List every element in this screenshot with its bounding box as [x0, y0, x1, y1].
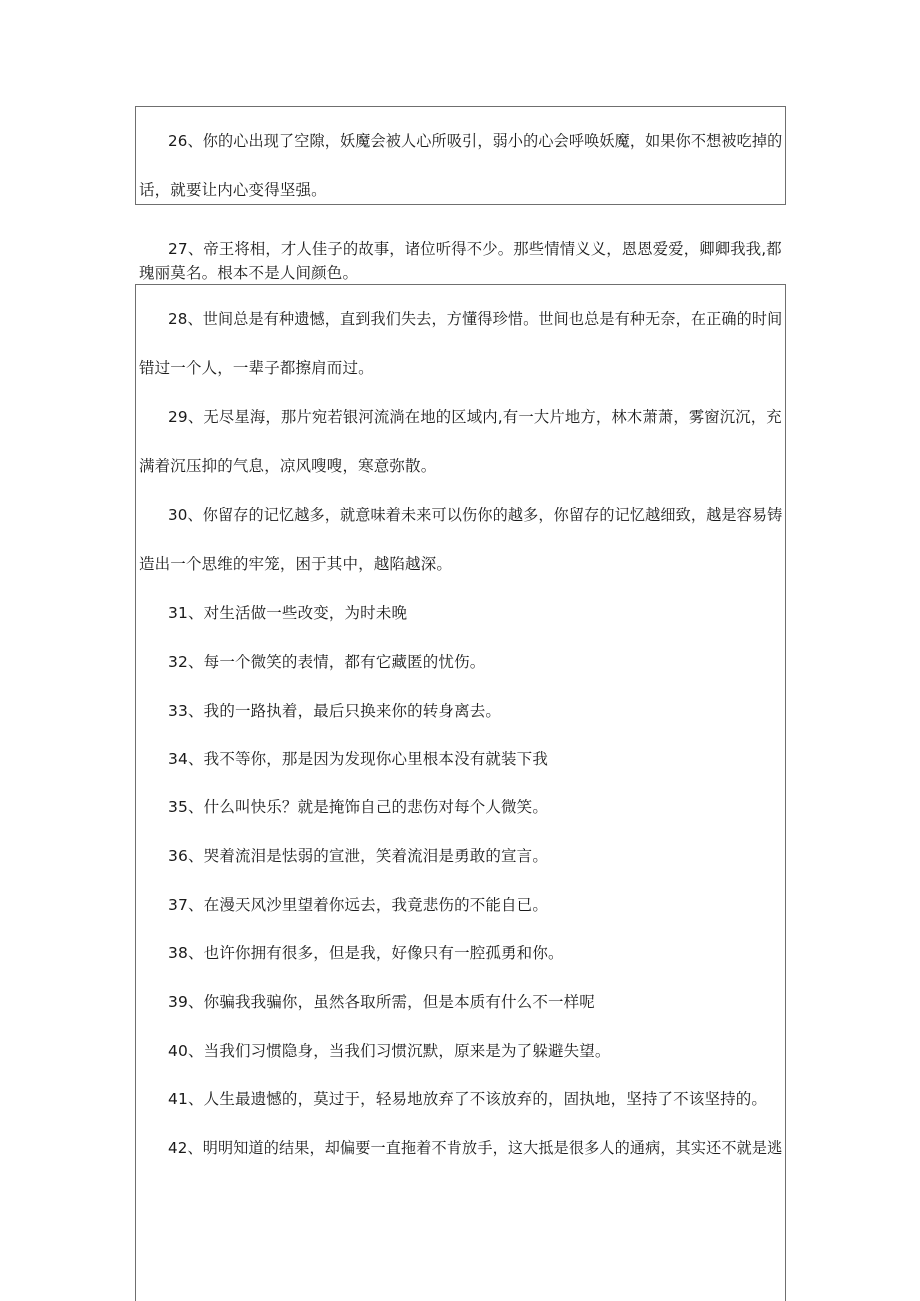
entry-35: 35、什么叫快乐？就是掩饰自己的悲伤对每个人微笑。 [168, 798, 548, 816]
entry-33: 33、我的一路执着，最后只换来你的转身离去。 [168, 702, 502, 720]
entry-31: 31、对生活做一些改变，为时未晚 [168, 604, 408, 622]
entry-27-line-1: 27、帝王将相，才人佳子的故事，诸位听得不少。那些情情义义，恩恩爱爱，卿卿我我,都 [168, 240, 782, 258]
entry-29-line-2: 满着沉压抑的气息，凉风嗖嗖，寒意弥散。 [139, 457, 437, 475]
entry-28-line-1: 28、世间总是有种遗憾，直到我们失去，方懂得珍惜。世间也总是有种无奈，在正确的时间 [168, 310, 783, 328]
entry-26-line-1: 26、你的心出现了空隙，妖魔会被人心所吸引，弱小的心会呼唤妖魔，如果你不想被吃掉的 [168, 132, 783, 150]
entry-37: 37、在漫天风沙里望着你远去，我竟悲伤的不能自已。 [168, 896, 548, 914]
entry-39: 39、你骗我我骗你，虽然各取所需，但是本质有什么不一样呢 [168, 993, 595, 1011]
entry-38: 38、也许你拥有很多，但是我，好像只有一腔孤勇和你。 [168, 944, 564, 962]
entry-28-line-2: 错过一个人，一辈子都擦肩而过。 [139, 359, 374, 377]
entry-41: 41、人生最遗憾的，莫过于，轻易地放弃了不该放弃的，固执地，坚持了不该坚持的。 [168, 1090, 768, 1108]
entry-36: 36、哭着流泪是怯弱的宣泄，笑着流泪是勇敢的宣言。 [168, 847, 548, 865]
entry-34: 34、我不等你，那是因为发现你心里根本没有就装下我 [168, 750, 548, 768]
entry-30-line-2: 造出一个思维的牢笼，困于其中，越陷越深。 [139, 555, 453, 573]
entry-42-line-1: 42、明明知道的结果，却偏要一直拖着不肯放手，这大抵是很多人的通病，其实还不就是逃 [168, 1139, 783, 1157]
entry-26-line-2: 话，就要让内心变得坚强。 [139, 181, 327, 199]
entry-32: 32、每一个微笑的表情，都有它藏匿的忧伤。 [168, 653, 486, 671]
entry-40: 40、当我们习惯隐身，当我们习惯沉默，原来是为了躲避失望。 [168, 1042, 611, 1060]
entry-30-line-1: 30、你留存的记忆越多，就意味着未来可以伤你的越多，你留存的记忆越细致，越是容易铸 [168, 506, 783, 524]
entry-27-line-2: 瑰丽莫名。根本不是人间颜色。 [139, 264, 359, 282]
entry-29-line-1: 29、无尽星海，那片宛若银河流淌在地的区域内,有一大片地方，林木萧萧，雾窗沉沉，充 [168, 408, 782, 426]
